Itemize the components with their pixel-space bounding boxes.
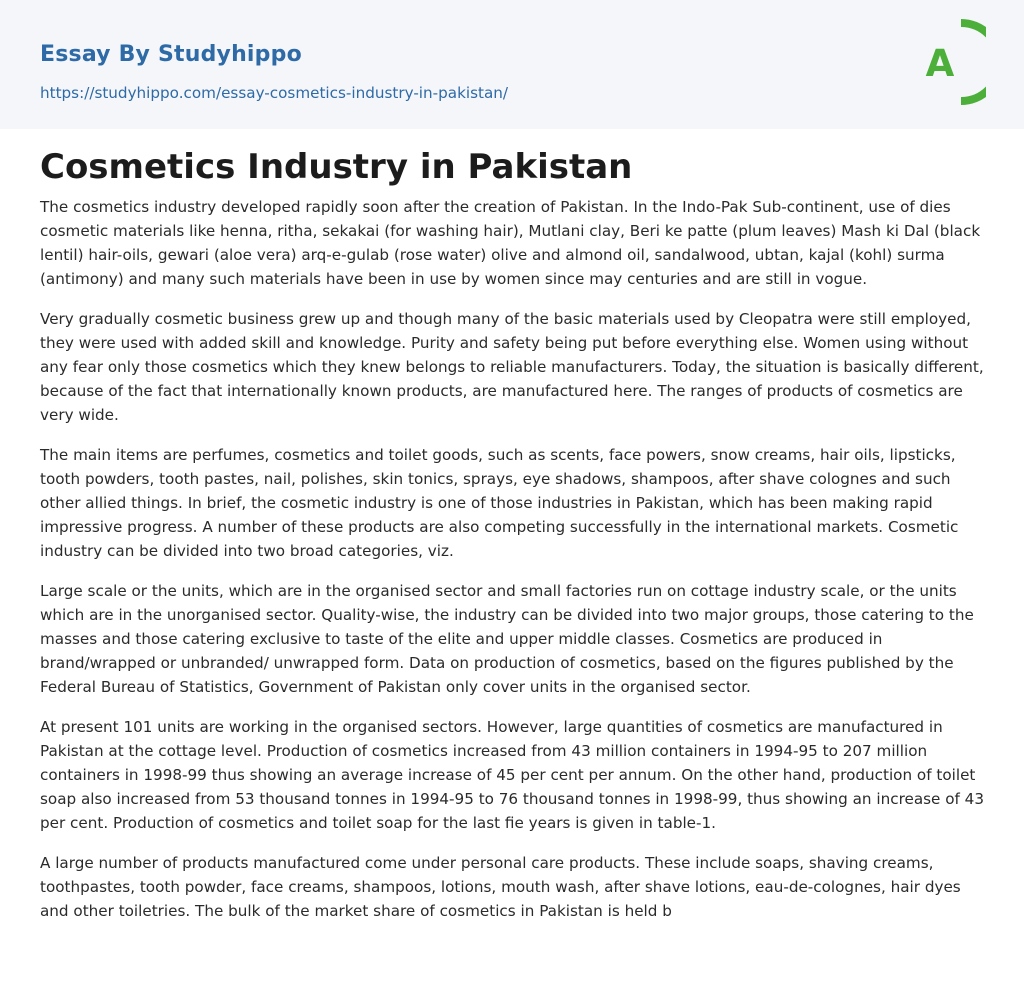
site-brand[interactable]: Essay By Studyhippo bbox=[40, 42, 302, 67]
essay-paragraph: The cosmetics industry developed rapidly soon after the creation of Pakistan. In the Indo-Pak Sub-continent, use of dies cosmetic materials like henna, ritha, sekakai (for washing hair), Mutlani clay, Beri ke patte (plum leaves) Mash ki Dal (black lentil) hair-oils, gewari (aloe vera) arq-e-gulab (rose water) olive and almond oil, sandalwood, ubtan, kajal (kohl) surma (antimony) and many such materials have been in use by women since may centuries and are still in vogue. bbox=[40, 198, 981, 288]
essay-paragraph: The main items are perfumes, cosmetics and toilet goods, such as scents, face powers, snow creams, hair oils, lipsticks, tooth powders, tooth pastes, nail, polishes, skin tonics, sprays, eye shadows, shampoos, after shave colognes and such other allied things. In brief, the cosmetic industry is one of those industries in Pakistan, which has been making rapid impressive progress. A number of these products are also competing successfully in the international markets. Cosmetic industry can be divided into two broad categories, viz. bbox=[40, 446, 959, 560]
essay-paragraph: A large number of products manufactured come under personal care products. These include soaps, shaving creams, toothpastes, tooth powder, face creams, shampoos, lotions, mouth wash, after shave lotions, eau-de-colognes, hair dyes and other toiletries. The bulk of the market share of cosmetics in Pakistan is held b bbox=[40, 854, 961, 920]
essay-paragraph: Very gradually cosmetic business grew up and though many of the basic materials used by Cleopatra were still employed, they were used with added skill and knowledge. Purity and safety being put before everything else. Women using without any fear only those cosmetics which they knew belongs to reliable manufacturers. Today, the situation is basically different, because of the fact that internationally known products, are manufactured here. The ranges of products of cosmetics are very wide. bbox=[40, 310, 984, 424]
logo-letter: A bbox=[925, 42, 955, 85]
logo-icon bbox=[912, 19, 986, 105]
essay-url-link[interactable]: https://studyhippo.com/essay-cosmetics-industry-in-pakistan/ bbox=[40, 84, 509, 102]
studyhippo-logo[interactable] bbox=[912, 19, 986, 105]
essay-paragraph: At present 101 units are working in the organised sectors. However, large quantities of cosmetics are manufactured in Pakistan at the cottage level. Production of cosmetics increased from 43 million containers in 1994-95 to 207 million containers in 1998-99 thus showing an average increase of 45 per cent per annum. On the other hand, production of toilet soap also increased from 53 thousand tonnes in 1994-95 to 76 thousand tonnes in 1998-99, thus showing an increase of 43 per cent. Production of cosmetics and toilet soap for the last fie years is given in table-1. bbox=[40, 718, 985, 832]
essay-paragraph: Large scale or the units, which are in the organised sector and small factories run on cottage industry scale, or the units which are in the unorganised sector. Quality-wise, the industry can be divided into two major groups, those catering to the masses and those catering exclusive to taste of the elite and upper middle classes. Cosmetics are produced in brand/wrapped or unbranded/ unwrapped form. Data on production of cosmetics, based on the figures published by the Federal Bureau of Statistics, Government of Pakistan only cover units in the organised sector. bbox=[40, 582, 974, 696]
essay-title: Cosmetics Industry in Pakistan bbox=[40, 147, 633, 187]
site-header bbox=[0, 0, 1024, 129]
essay-body bbox=[40, 195, 988, 939]
